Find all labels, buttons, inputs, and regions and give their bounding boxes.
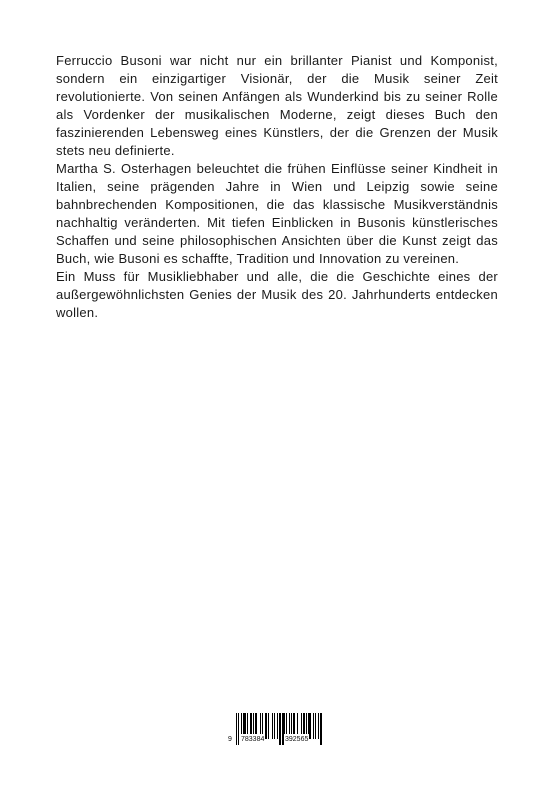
barcode-digits-left: 783384 <box>240 734 265 746</box>
barcode-digits-right: 392565 <box>284 734 309 746</box>
blurb-paragraph: Martha S. Osterhagen beleuchtet die frühen Einflüsse seiner Kindheit in Italien, seine prägenden Jahre in Wien und Leipzig sowie seine bahnbrechenden Kompositionen, die das klassische Musikverständnis nachhaltig veränderten. Mit tiefen Einblicken in Busonis künstlerisches Schaffen und seine philosophischen Ansichten über die Kunst zeigt das Buch, wie Busoni es schaffte, Tradition und Innovation zu vereinen. <box>56 161 498 266</box>
back-cover-blurb <box>56 52 498 322</box>
barcode-bars <box>228 713 332 753</box>
isbn-barcode <box>228 713 332 753</box>
barcode-digits <box>228 734 332 746</box>
barcode-digit-first: 9 <box>227 734 233 746</box>
blurb-paragraph: Ein Muss für Musikliebhaber und alle, die die Geschichte eines der außergewöhnlichsten Genies der Musik des 20. Jahrhunderts entdecken wollen. <box>56 269 498 320</box>
blurb-paragraph: Ferruccio Busoni war nicht nur ein brillanter Pianist und Komponist, sondern ein einzigartiger Visionär, der die Musik seiner Zeit revolutionierte. Von seinen Anfängen als Wunderkind bis zu seiner Rolle als Vordenker der musikalischen Moderne, zeigt dieses Buch den faszinierenden Lebensweg eines Künstlers, der die Grenzen der Musik stets neu definierte. <box>56 53 498 158</box>
